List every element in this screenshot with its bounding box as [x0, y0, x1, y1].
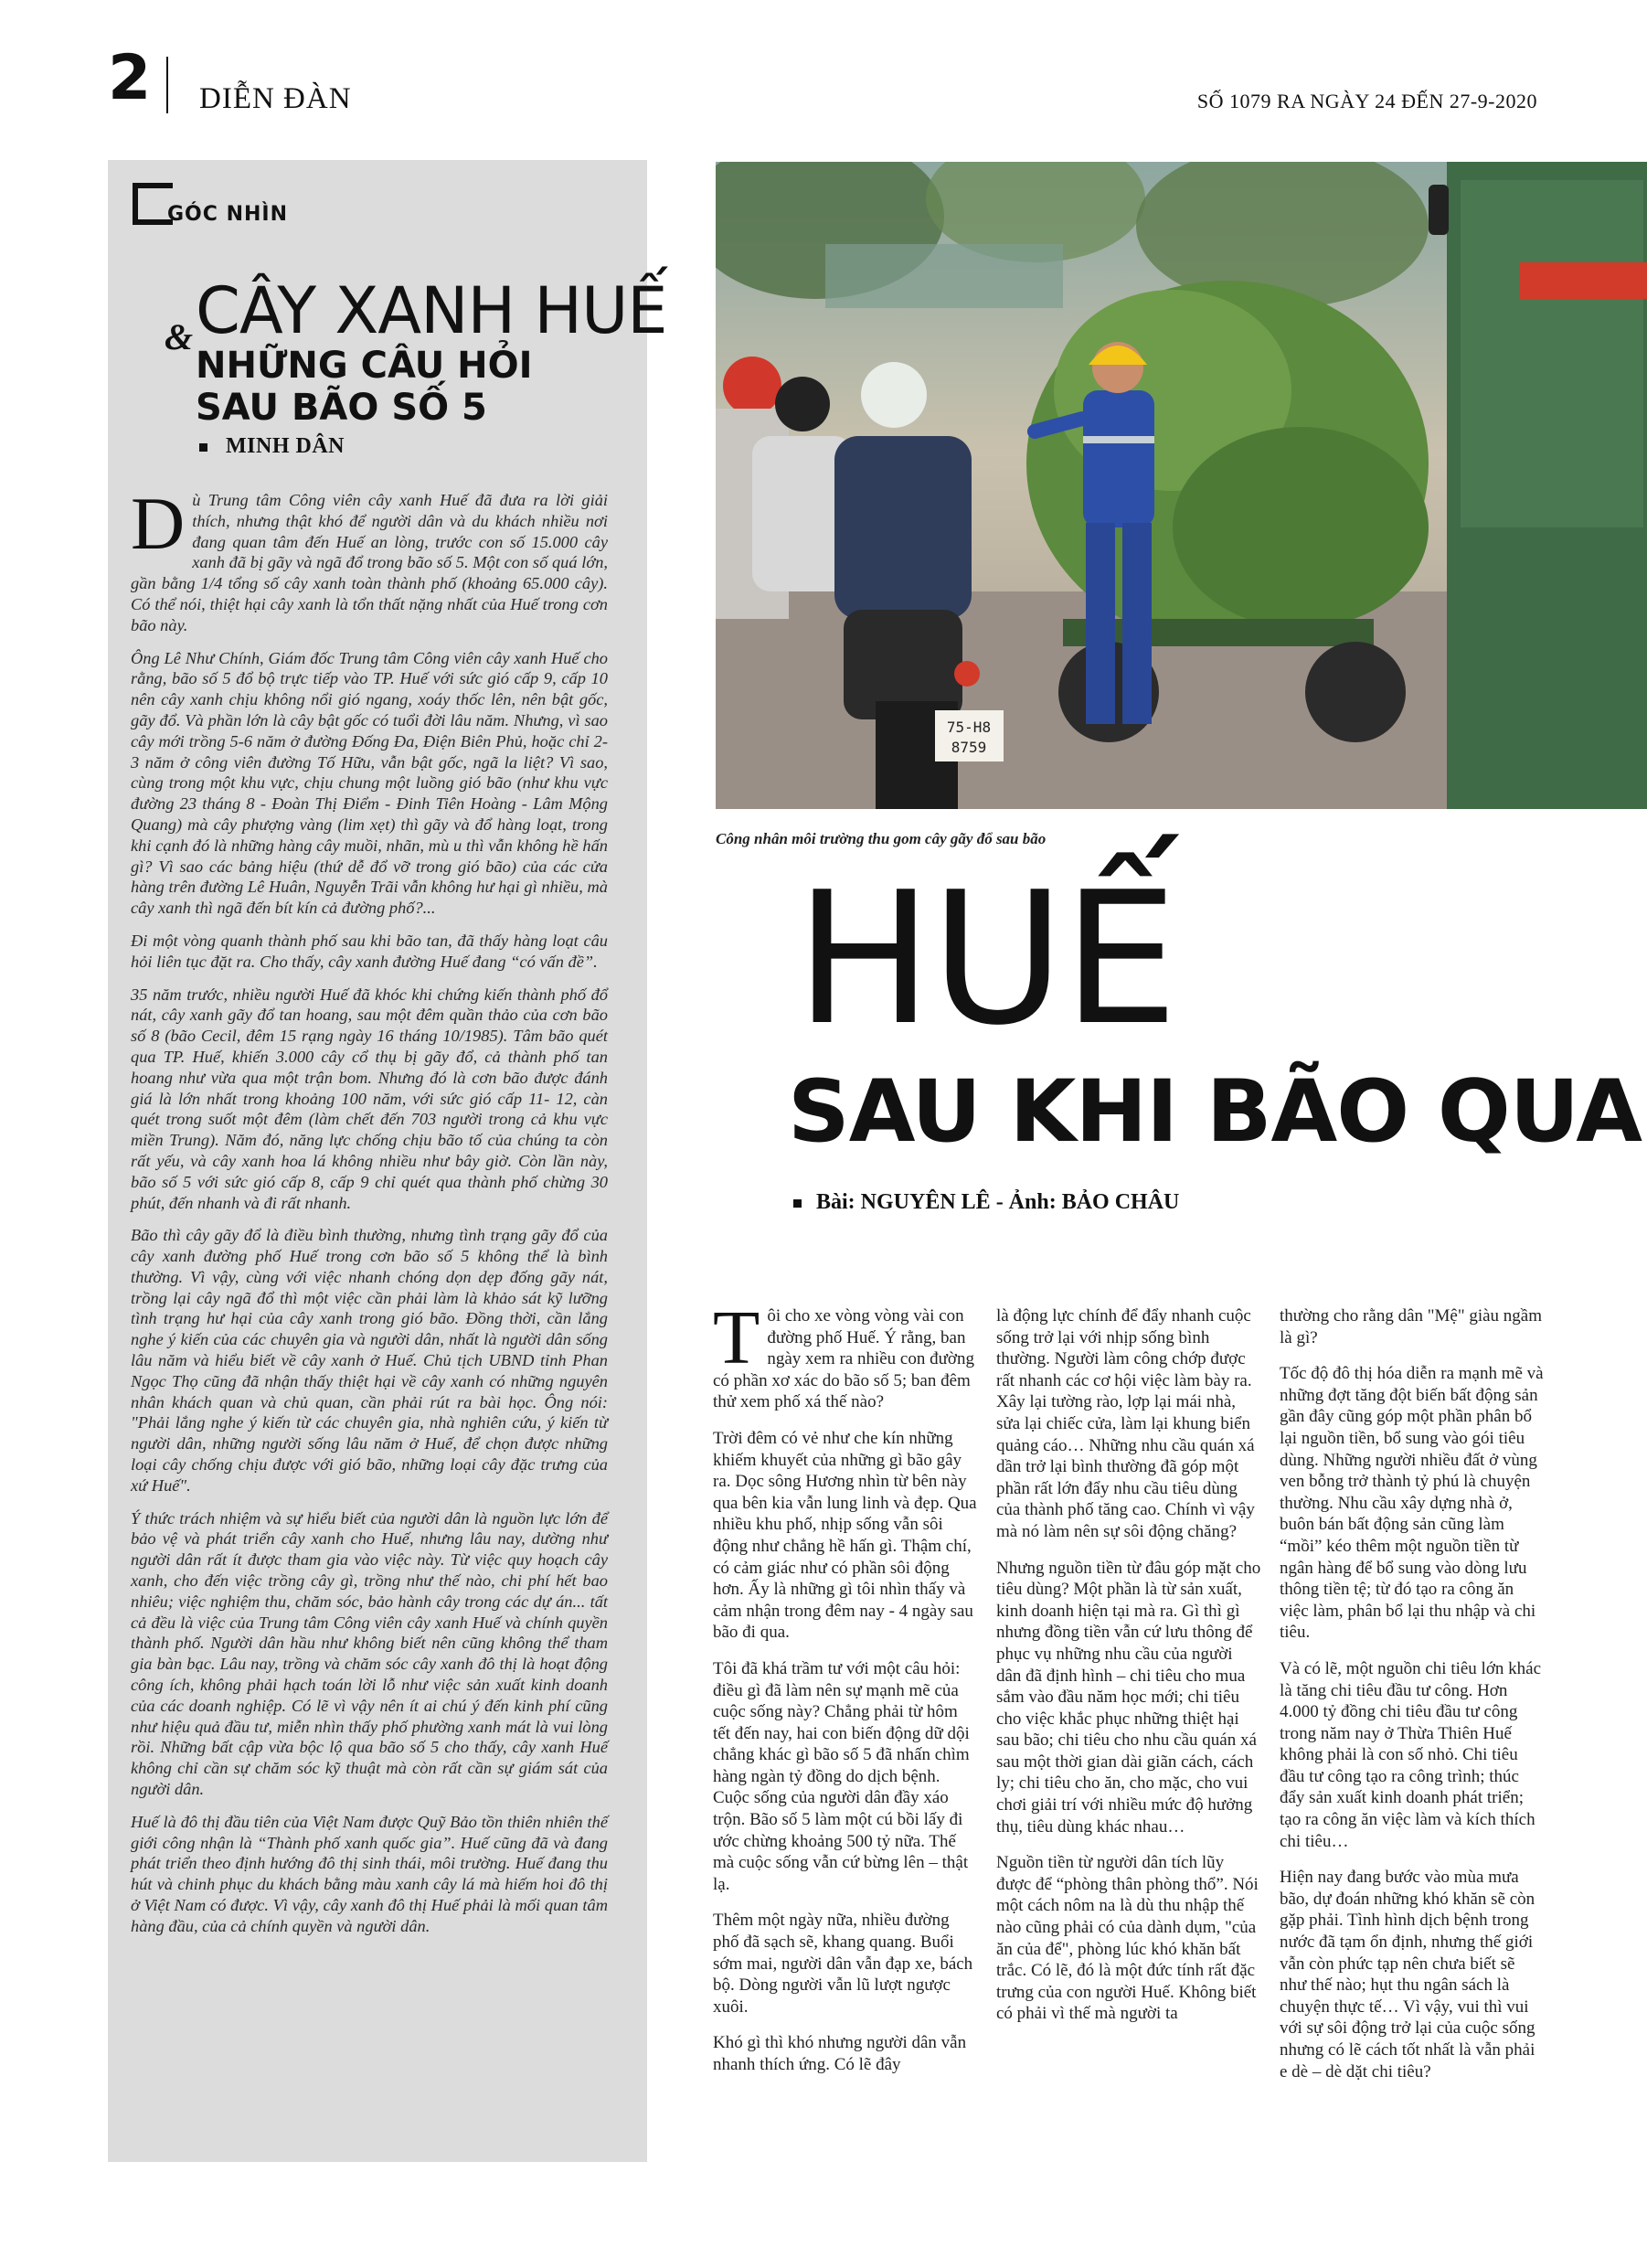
sidebar-title-line3: SAU BÃO SỐ 5	[196, 387, 487, 429]
sidebar-dropcap: D	[131, 482, 186, 565]
sidebar-paragraph: 35 năm trước, nhiều người Huế đã khóc khi chứng kiến thành phố đổ nát, cây xanh gãy đổ tan hoang, sau một đêm quần thảo của cơn bão số 8 (bão Cecil, đêm 15 rạng ngày 16 tháng 10/1985). Tâm bão quét qua TP. Huế, khiến 3.000 cây cổ thụ bị gãy đổ, cả thành phố tan hoang như vừa qua một trận bom. Nhưng đó là cơn bão được đánh giá là lớn nhất trong khoảng 100 năm, với sức gió cấp 11- 12, càn quét trong suốt một đêm (làm chết đến 703 người trong cả khu vực miền Trung). Năm đó, năng lực chống chịu bão tố của chúng ta còn rất yếu, và cây xanh hoa lá không nhiều như bây giờ. Còn lần này, bão số 5 với sức gió cấp 8, cấp 9 chỉ quét qua thành phố chừng 30 phút, đến nhanh và đi rất nhanh.	[131, 985, 608, 1212]
sidebar-title-line2: NHỮNG CÂU HỎI	[196, 345, 533, 387]
article-paragraph: là động lực chính để đẩy nhanh cuộc sống trở lại với nhịp sống bình thường. Người làm công chớp được rất nhanh các cơ hội việc làm bày ra. Xây lại tường rào, lợp lại mái nhà, sửa lại chiếc cửa, làm lại khung biển quảng cáo… Những nhu cầu quán xá dần trở lại bình thường đã góp một phần rất lớn đẩy nhu cầu tiêu dùng của thành phố tăng cao. Chính vì vậy mà nó làm nên sự sôi động chăng?	[996, 1306, 1255, 1541]
sidebar-paragraph: Bão thì cây gãy đổ là điều bình thường, nhưng tình trạng gãy đổ của cây xanh đường phố Huế trong cơn bão số 5 không thể là bình thường. Vì vậy, cùng với việc nhanh chóng dọn dẹp đống gãy nát, trồng lại cây ngã đổ thì một việc cần phải làm là khảo sát kỹ lưỡng tình trạng hư hại của cây xanh trong gió bão. Đồng thời, cần lắng nghe ý kiến của các chuyên gia và người dân, nhất là người dân sống lâu năm và hiểu biết về cây xanh ở Huế. Chủ tịch UBND tỉnh Phan Ngọc Thọ cũng đã nhận thấy thiệt hại về cây xanh có những nguyên nhân khách quan và chủ quan, cần phải rút ra bài học. Ông nói: "Phải lắng nghe ý kiến từ các chuyên gia, nhà nghiên cứu, ý kiến từ người dân, những người sống lâu năm ở Huế, để chọn được những loại cây chống chịu được với gió bão, những loại cây đặc trưng của xứ Huế".	[131, 1226, 608, 1495]
sidebar-paragraph: Huế là đô thị đầu tiên của Việt Nam được Quỹ Bảo tồn thiên nhiên thế giới công nhận là “Thành phố xanh quốc gia”. Huế cũng đã và đang phát triển theo định hướng đô thị sinh thái, môi trường. Huế đang thu hút và chinh phục du khách bằng màu xanh cây lá mà hiếm hoi đô thị ở Việt Nam có được. Vì vậy, cây xanh đô thị Huế phải là mối quan tâm hàng đầu, của cả chính quyền và người dân.	[131, 1812, 608, 1935]
header-divider	[166, 57, 168, 113]
article-paragraph: thường cho rằng dân "Mệ" giàu ngầm là gì?	[1280, 1306, 1543, 1347]
sidebar-byline: MINH DÂN	[199, 434, 345, 459]
sidebar-paragraph: Đi một vòng quanh thành phố sau khi bão tan, đã thấy hàng loạt câu hỏi liên tục đặt ra. Cho thấy, cây xanh đường Huế đang “có vấn đề”.	[131, 931, 608, 971]
article-photo	[716, 162, 1647, 809]
page-number: 2	[108, 42, 152, 114]
sidebar-body	[131, 482, 608, 1949]
photo-caption: Công nhân môi trường thu gom cây gãy đổ sau bão	[716, 830, 1047, 847]
article-paragraph: Và có lẽ, một nguồn chi tiêu lớn khác là tăng chi tiêu đầu tư công. Hơn 4.000 tỷ đồng chi tiêu đầu tư công trong năm nay ở Thừa Thiên Huế không phải là con số nhỏ. Chi tiêu đầu tư công tạo ra công trình; thúc đẩy sản xuất kinh doanh phát triển; tạo ra công ăn việc làm và kích thích chi tiêu…	[1280, 1658, 1542, 1851]
article-paragraph: Nhưng nguồn tiền từ đâu góp mặt cho tiêu dùng? Một phần là từ sản xuất, kinh doanh hiện tại mà ra. Gì thì gì nhưng đồng tiền vẫn cứ lưu thông để phục vụ những nhu cầu của người dân đã định hình – chi tiêu cho mua sắm vào đầu năm học mới; chi tiêu cho việc khắc phục những thiệt hại sau bão; chi tiêu cho nhu cầu quán xá sau một thời gian dài giãn cách, cách ly; chi tiêu cho ăn, cho mặc, cho vui chơi giải trí với nhiều mức độ hưởng thụ, tiêu dùng khác nhau…	[996, 1558, 1261, 1837]
article-paragraph: Trời đêm có vẻ như che kín những khiếm khuyết của những gì bão gây ra. Dọc sông Hương nhìn từ bên này qua bên kia vẫn lung linh và đẹp. Qua nhiều khu phố, nhịp sống vẫn sôi động như chẳng hề hấn gì. Thậm chí, có cảm giác như có phần sôi động hơn. Ấy là những gì tôi nhìn thấy và cảm nhận trong đêm nay - 4 ngày sau bão đi qua.	[713, 1428, 977, 1643]
street-scene-illustration	[716, 162, 1647, 809]
article-column-2	[996, 1305, 1261, 2039]
article-paragraph: Tôi đã khá trầm tư với một câu hỏi: điều gì đã làm nên sự mạnh mẽ của cuộc sống này? Chẳng phải từ hôm tết đến nay, hai con biến động dữ dội chẳng khác gì bão số 5 đã nhấn chìm hàng ngàn tỷ đồng do dịch bệnh. Cuộc sống của người dân đầy xáo trộn. Bão số 5 làm một cú bồi lấy đi ước chừng khoảng 500 tỷ nữa. Thế mà cuộc sống vẫn cứ bừng lên – thật lạ.	[713, 1658, 970, 1894]
section-title: DIỄN ĐÀN	[199, 82, 352, 115]
plate-line1: 75-H8	[946, 719, 992, 736]
sidebar-kicker: GÓC NHÌN	[167, 203, 288, 226]
main-title-line1: HUẾ	[795, 853, 1177, 1066]
main-title-line2: SAU KHI BÃO QUA	[788, 1062, 1642, 1162]
article-column-3	[1280, 1305, 1545, 2097]
sidebar-paragraph: Dù Trung tâm Công viên cây xanh Huế đã đưa ra lời giải thích, nhưng thật khó để người dân và du khách nhiều nơi đang quan tâm đến Huế an lòng, trước con số 15.000 cây xanh đã bị gãy và ngã đổ trong bão số 5. Một con số quá lớn, gần bằng 1/4 tổng số cây xanh toàn thành phố (khoảng 65.000 cây). Có thể nói, thiệt hại cây xanh là tổn thất nặng nhất của Huế trong cơn bão này.	[131, 482, 608, 634]
article-paragraph: Tôi cho xe vòng vòng vài con đường phố Huế. Ý rằng, ban ngày xem ra nhiều con đường có phần xơ xác do bão số 5; ban đêm thử xem phố xá thế nào?	[713, 1295, 974, 1412]
article-paragraph: Thêm một ngày nữa, nhiều đường phố đã sạch sẽ, khang quang. Buổi sớm mai, người dân vẫn đạp xe, bách bộ. Dòng người vẫn lũ lượt ngược xuôi.	[713, 1911, 973, 2017]
main-dropcap: T	[713, 1295, 760, 1380]
sidebar-paragraph: Ông Lê Như Chính, Giám đốc Trung tâm Công viên cây xanh Huế cho rằng, bão số 5 đổ bộ trực tiếp vào TP. Huế với sức gió cấp 9, cấp 10 nên cây xanh chịu không nổi gió ngang, xoáy thốc lên, nên bật gốc, gãy đổ. Và phần lớn là cây bật gốc có tuổi đời lâu năm. Nhưng, vì sao cây mới trồng 5-6 năm ở đường Đống Đa, Điện Biên Phủ, hoặc chỉ 2-3 năm ở công viên đường Tố Hữu, vẫn bật gốc, ngã la liệt? Vì sao, cùng trong một khu vực, chịu chung một luồng gió bão (như khu vực đường 23 tháng 8 - Đoàn Thị Điểm - Đinh Tiên Hoàng - Lâm Mộng Quang) mà cây phượng vàng (lim xẹt) thì gãy và đổ hàng loạt, trong khi cạnh đó là những hàng cây muồi, nhãn, mù u thì vẫn không hề hấn gì? Vì sao các bảng hiệu (thứ dễ đổ vỡ trong gió bão) của các cửa hàng trên đường Lê Huân, Nguyễn Trãi vẫn không hư hại gì nhiều, mà cây xanh thì ngã đến bít kín cả đường phố?...	[131, 648, 608, 918]
article-paragraph: Khó gì thì khó nhưng người dân vẫn nhanh thích ứng. Có lẽ đây	[713, 2033, 967, 2074]
plate-line2: 8759	[951, 739, 987, 756]
article-column-1	[713, 1295, 978, 2091]
sidebar-paragraph: Ý thức trách nhiệm và sự hiểu biết của người dân là nguồn lực lớn để bảo vệ và phát triển cây xanh cho Huế, nhưng lâu nay, dường như người dân rất ít được tham gia vào việc này. Từ việc quy hoạch cây xanh, cho đến việc trồng cây gì, trồng như thế nào, chi phí hết bao nhiêu; việc nghiệm thu, chăm sóc, bảo hành cây trong các dự án... tất cả đều là việc của Trung tâm Công viên cây xanh Huế và chính quyền thành phố. Người dân hầu như không biết nên cũng không thể tham gia bàn bạc. Lâu nay, trồng và chăm sóc cây xanh đô thị là hoạt động công ích, không phải hạch toán lời lỗ như việc sản xuất kinh doanh của các doanh nghiệp. Có lẽ vì vậy nên ít ai chú ý đến kinh phí cũng như hiệu quả đầu tư, miễn nhìn thấy phố phường xanh mát là vui lòng rồi. Những bất cập vừa bộc lộ qua bão số 5 cho thấy, cây xanh Huế không chỉ cần sự chăm sóc kỹ thuật mà còn rất cần sự giám sát của người dân.	[131, 1508, 608, 1799]
sidebar-title-line1: CÂY XANH HUẾ	[196, 273, 667, 348]
issue-date: SỐ 1079 RA NGÀY 24 ĐẾN 27-9-2020	[1196, 90, 1537, 112]
sidebar-title-lines	[196, 345, 532, 429]
article-paragraph: Tốc độ đô thị hóa diễn ra mạnh mẽ và những đợt tăng đột biến bất động sản gần đây cũng góp một phần phân bổ lại nguồn tiền, bổ sung vào gói tiêu dùng. Những người nhiều đất ở vùng ven bỗng trở thành tỷ phú là chuyện thường. Nhu cầu xây dựng nhà ở, buôn bán bất động sản cũng làm “mồi” kéo thêm một nguồn tiền từ ngân hàng để bổ sung vào dòng lưu thông tiền tệ; từ đó tạo ra công ăn việc làm, phân bổ lại thu nhập và chi tiêu.	[1280, 1364, 1544, 1643]
article-paragraph: Hiện nay đang bước vào mùa mưa bão, dự đoán những khó khăn sẽ còn gặp phải. Tình hình dịch bệnh trong nước đã tạm ổn định, nhưng thế giới vẫn còn phức tạp nên chưa biết sẽ như thế nào; hụt thu ngân sách là chuyện thực tế… Vì vậy, vui thì vui với sự sôi động trở lại của cuộc sống nhưng có lẽ cách tốt nhất là vẫn phải e dè – dè dặt chi tiêu?	[1280, 1868, 1535, 2082]
main-byline: Bài: NGUYÊN LÊ - Ảnh: BẢO CHÂU	[793, 1190, 1179, 1215]
sidebar-ampersand: &	[165, 316, 194, 357]
article-paragraph: Nguồn tiền từ người dân tích lũy được để “phòng thân phòng thổ”. Nói một cách nôm na là dù thu nhập thế nào cũng phải có của dành dụm, "của ăn của để", phòng lúc khó khăn bất trắc. Có lẽ, đó là một đức tính rất đặc trưng của con người Huế. Không biết có phải vì thế mà người ta	[996, 1853, 1259, 2024]
